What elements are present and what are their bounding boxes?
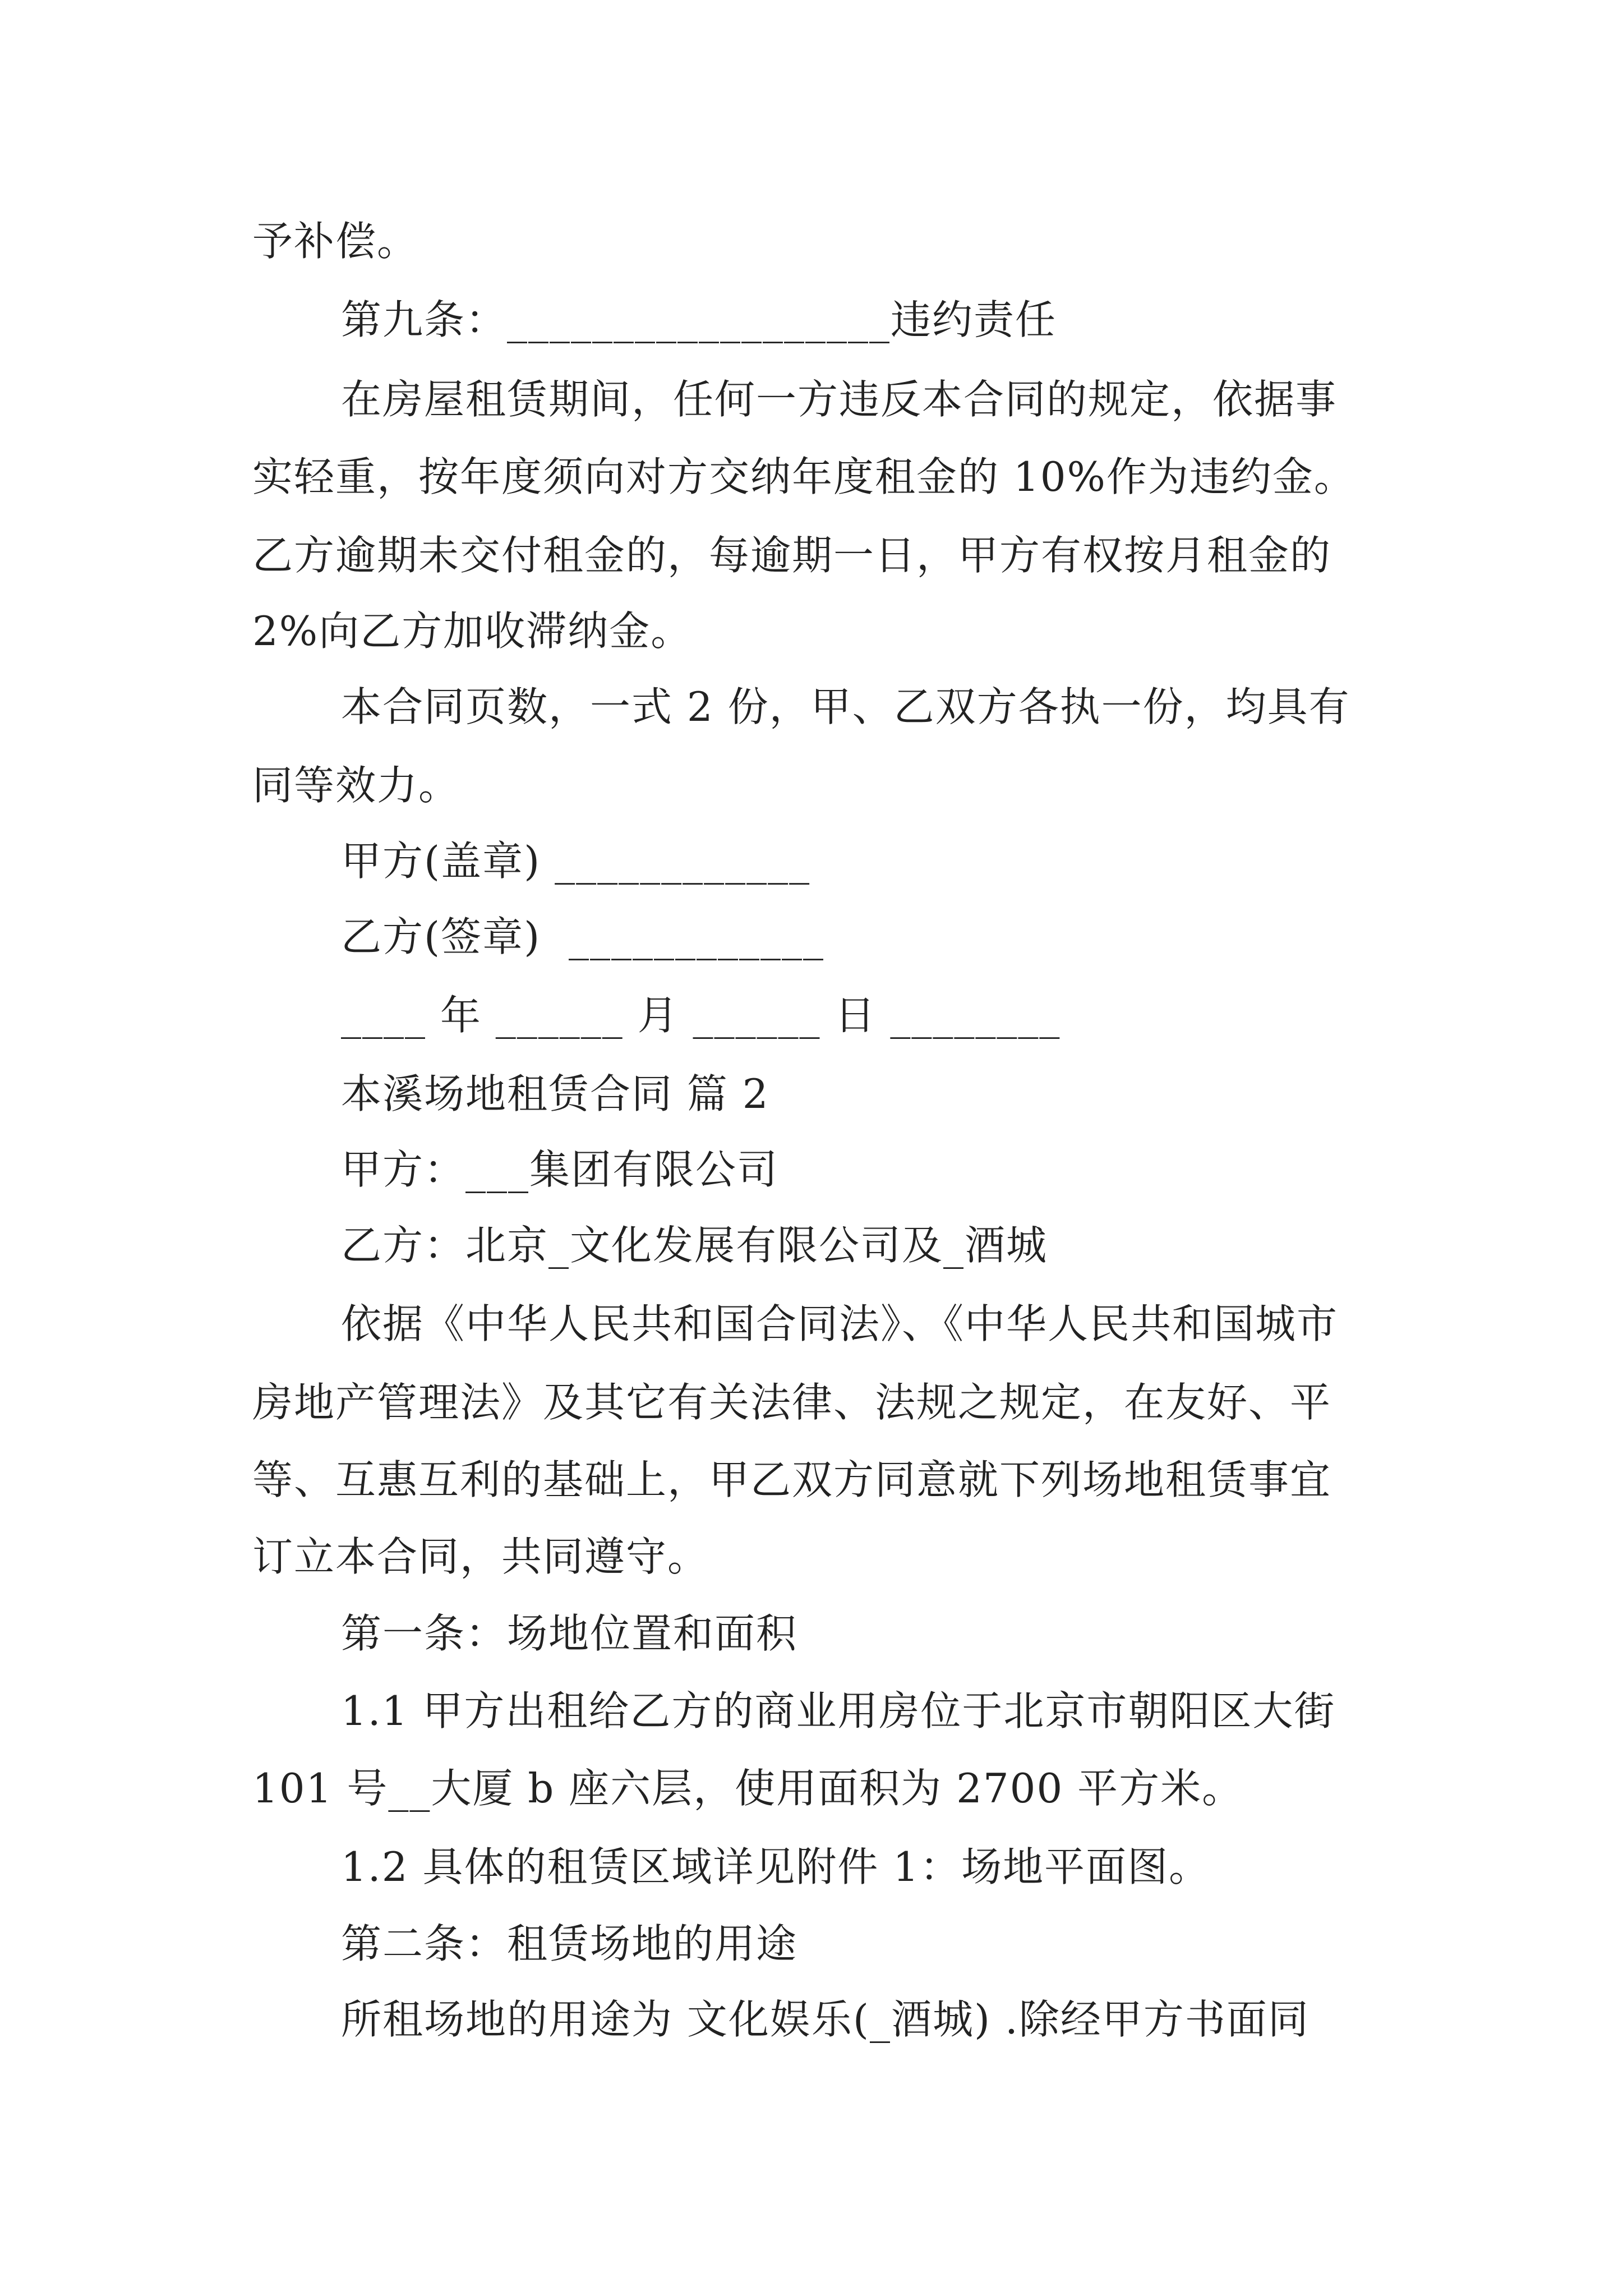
- paragraph-line: 2%向乙方加收滞纳金。: [252, 608, 693, 655]
- paragraph-line: 本合同页数，一式 2 份，甲、乙双方各执一份，均具有: [341, 683, 1350, 730]
- paragraph-line: 依据《中华人民共和国合同法》、《中华人民共和国城市: [341, 1300, 1339, 1347]
- paragraph-line: 所租场地的用途为 文化娱乐(_酒城) .除经甲方书面同: [341, 1996, 1310, 2043]
- section-title: 本溪场地租赁合同 篇 2: [341, 1070, 769, 1117]
- paragraph-line: 房地产管理法》及其它有关法律、法规之规定，在友好、平: [252, 1379, 1332, 1426]
- party-a-line: 甲方：___集团有限公司: [341, 1146, 779, 1193]
- paragraph-line: 乙方逾期未交付租金的，每逾期一日，甲方有权按月租金的: [252, 532, 1332, 579]
- paragraph-line: 等、互惠互利的基础上，甲乙双方同意就下列场地租赁事宜: [252, 1456, 1332, 1503]
- party-b-line: 乙方：北京_文化发展有限公司及_酒城: [341, 1222, 1048, 1269]
- clause-heading: 第二条：租赁场地的用途: [341, 1920, 798, 1967]
- paragraph-line: 在房屋租赁期间，任何一方违反本合同的规定，依据事: [341, 376, 1338, 423]
- party-b-signature-line: 乙方(签章) ____________: [341, 913, 824, 960]
- paragraph-line: 1.1 甲方出租给乙方的商业用房位于北京市朝阳区大街: [341, 1687, 1336, 1734]
- paragraph-line: 实轻重，按年度须向对方交纳年度租金的 10%作为违约金。: [252, 453, 1355, 500]
- clause-heading: 第九条：__________________违约责任: [341, 296, 1057, 343]
- date-line: ____ 年 ______ 月 ______ 日 ________: [341, 992, 1061, 1039]
- paragraph-line: 同等效力。: [252, 762, 460, 809]
- paragraph-line: 订立本合同，共同遵守。: [252, 1533, 709, 1580]
- paragraph-line: 101 号__大厦 b 座六层，使用面积为 2700 平方米。: [252, 1765, 1244, 1812]
- paragraph-line: 1.2 具体的租赁区域详见附件 1：场地平面图。: [341, 1843, 1211, 1890]
- party-a-signature-line: 甲方(盖章) ____________: [341, 838, 811, 885]
- paragraph-line: 予补偿。: [252, 218, 419, 265]
- clause-heading: 第一条：场地位置和面积: [341, 1610, 798, 1657]
